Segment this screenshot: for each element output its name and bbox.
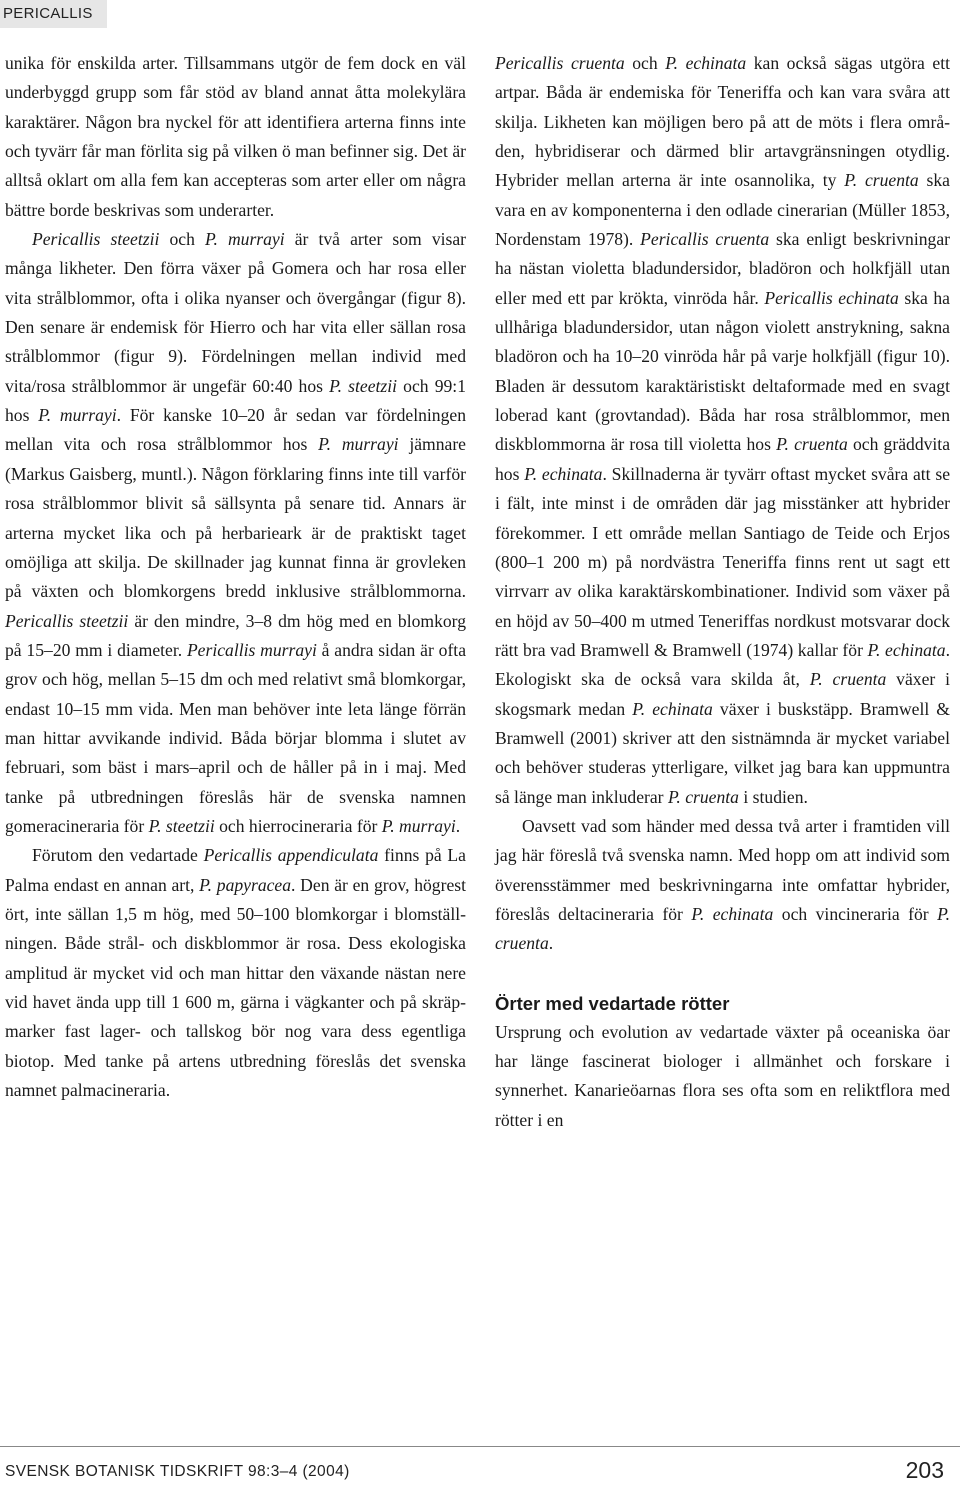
italic-taxon-name: Pericallis echinata: [764, 287, 899, 308]
italic-taxon-name: P. murrayi: [318, 434, 399, 455]
text-run: är den mindre, 3–8 dm hög med en blomkorg på 15–20 mm i diameter.: [5, 610, 466, 660]
text-run: och 99:1 hos: [5, 375, 466, 426]
italic-taxon-name: Pericallis cruenta: [640, 229, 770, 250]
text-run: och vincineraria för: [773, 903, 938, 924]
italic-taxon-name: P. cruenta: [495, 903, 950, 954]
italic-taxon-name: P. echinata: [867, 639, 946, 660]
italic-taxon-name: P. papyracea: [199, 874, 292, 895]
italic-taxon-name: P. steetzii: [329, 375, 398, 396]
text-run: . Skillnaderna är tyvärr oftast mycket svåra att se i fält, inte minst i de områden där jag misstänker att hybrider förekommer. I ett område mellan Santiago de Teide och Erjos (800–1 200 m) på nordvästra Teneriffa finns rent ut sagt ett virrvarr av olika karaktärskombinationer. Individ som växer på en höjd av 50–400 m utmed Teneriffas nordkust motsvarar dock rätt bra vad Bramwell & Bramwell (1974) kallar för: [495, 463, 951, 660]
italic-taxon-name: P. cruenta: [844, 170, 919, 191]
italic-taxon-name: P. murrayi: [204, 229, 285, 250]
text-run: ska ha ullhåriga bladundersidor, utan någon violett anstrykning, sakna bladöron och ha 10–20 vinröda hår på varje holkfjäll (figur 10). Bladen är dessutom karaktäristiskt deltaformade med en svagt loberad kant (grovtandad). Båda har rosa strålblommor, men diskblommorna är rosa till violetta hos: [495, 287, 950, 455]
italic-taxon-name: Pericallis steetzii: [5, 610, 129, 631]
section-heading: Örter med vedartade rötter: [495, 992, 730, 1014]
italic-taxon-name: Pericallis cruenta: [495, 53, 625, 73]
italic-taxon-name: P. echinata: [665, 53, 747, 73]
italic-taxon-name: P. cruenta: [809, 669, 887, 690]
text-run: och: [159, 229, 205, 250]
running-head: PERICALLIS: [0, 0, 107, 28]
paragraph: [495, 49, 950, 812]
paragraph: [5, 841, 466, 1105]
footer-divider: [0, 1446, 960, 1447]
paragraph: [495, 812, 950, 959]
text-run: . Den är en grov, högrest ört, inte sällan 1,5 m hög, med 50–100 blomkorgar i blomställningen. Både strål- och diskblommor är rosa. Dess ekologiska amplitud är mycket vid och man hittar den växande nästan nere vid havet ända upp till 1 600 m, gärna i vägkanter och på skräpmarker fast lager- och tallskog bör nog vara dess egentliga biotop. Med tanke på artens utbredning föreslås det svenska namnet palmacineraria.: [5, 874, 466, 1101]
text-run: Oavsett vad som händer med dessa två arter i framtiden vill jag här föreslå två svenska namn. Med hopp om att individ som överensstämmer med beskrivningarna inte omfattar hybrider, föreslås deltacineraria för: [495, 815, 950, 924]
italic-taxon-name: P. echinata: [524, 463, 603, 484]
italic-taxon-name: P. echinata: [632, 698, 713, 719]
italic-taxon-name: Pericallis murrayi: [186, 639, 317, 660]
text-run: växer i buskstäpp. Bramwell & Bramwell (2001) skriver att den sistnämnda är mycket variabel och behöver studeras ytterligare, vilket jag bara kan uppmuntra så länge man inkluderar: [495, 698, 950, 807]
text-run: i studien.: [738, 786, 808, 807]
italic-taxon-name: Pericallis appendiculata: [203, 845, 379, 866]
text-run: och: [624, 53, 666, 73]
italic-taxon-name: P. steetzii: [148, 815, 215, 836]
text-run: ska enligt beskrivningar ha nästan violetta bladundersidor, bladöron och holkfjäll utan eller med ett par krökta, vinröda hår.: [495, 229, 950, 308]
footer-journal-citation: SVENSK BOTANISK TIDSKRIFT 98:3–4 (2004): [5, 1463, 350, 1480]
text-run: finns på La Palma endast en annan art,: [5, 845, 466, 895]
left-column: [5, 49, 466, 1105]
paragraph: [5, 49, 466, 225]
text-run: å andra sidan är ofta grov och hög, mellan 5–15 dm och med relativt små blomkorgar, endast 10–15 mm vida. Men man behöver inte leta länge förrän man hittar avvikande individ. Båda börjar blomma i slutet av februari, som bäst i mars–april och de håller på in i maj. Med tanke på utbredningen föreslås här de svenska namnen gomeracineraria för: [5, 639, 467, 836]
italic-taxon-name: Pericallis steetzii: [32, 229, 160, 250]
text-run: och gräddvita hos: [495, 434, 950, 484]
text-run: ska vara en av komponenterna i den odlade cinerarian (Müller 1853, Nordenstam 1978).: [495, 170, 950, 250]
text-run: . För kanske 10–20 år sedan var fördelningen mellan vita och rosa strålblommor hos: [5, 405, 466, 455]
text-run: jämnare (Markus Gaisberg, muntl.). Någon förklaring finns inte till varför rosa strålblommor blivit så sällsynta på senare tid. Annars är arterna mycket lika och på herbarieark är de praktiskt taget omöjliga att skilja. De skillnader jag kunnat finna är grovleken på växten och blomkorgens bredd inklusive strålblommorna.: [5, 434, 466, 602]
text-run: är två arter som visar många likheter. Den förra växer på Gomera och har rosa eller vita strålblommor, ofta i olika nyanser och övergångar (figur 8). Den senare är endemisk för Hierro och har vita eller sällan rosa strålblommor (figur 9). Fördelningen mellan individ med vita/rosa strålblommor är ungefär 60:40 hos: [5, 229, 467, 396]
text-run: .: [548, 933, 554, 954]
text-run: kan också sägas utgöra ett artpar. Båda är endemiska för Teneriffa och kan vara svåra att skilja. Likheten kan möjligen bero på att de möts i flera områden, hybridiserar och därmed blir artavgränsningen otydlig. Hybrider mellan arterna är inte osannolika, ty: [495, 53, 950, 191]
italic-taxon-name: P. cruenta: [667, 786, 739, 807]
section-paragraph: Ursprung och evolution av vedartade växter på oceaniska öar har länge fascinerat biologer i allmänhet och forskare i synnerhet. Kanarieöarnas flora ses ofta som en reliktflora med rötter i en: [495, 1021, 950, 1130]
text-run: och hierrocineraria för: [214, 815, 382, 836]
text-run: Förutom den vedartade: [32, 845, 204, 866]
text-run: unika för enskilda arter. Tillsammans utgör de fem dock en väl underbyggd grupp som får stöd av bland annat åtta molekylära karaktärer. Någon bra nyckel för att identifiera arterna finns inte och tyvärr får man förlita sig på vilken ö man befinner sig. Det är alltså oklart om alla fem kan accepteras som arter eller om några bättre borde beskrivas som underarter.: [5, 53, 466, 220]
text-run: växer i skogsmark medan: [495, 669, 950, 719]
paragraph: [5, 225, 466, 841]
italic-taxon-name: P. murrayi: [381, 815, 456, 836]
italic-taxon-name: P. echinata: [691, 903, 774, 924]
italic-taxon-name: P. cruenta: [776, 434, 848, 455]
page-number: 203: [905, 1457, 944, 1483]
text-run: .: [455, 815, 461, 836]
text-run: . Ekologiskt ska de också vara skilda åt,: [495, 639, 951, 690]
right-column: [495, 49, 950, 1135]
italic-taxon-name: P. murrayi: [38, 405, 117, 426]
